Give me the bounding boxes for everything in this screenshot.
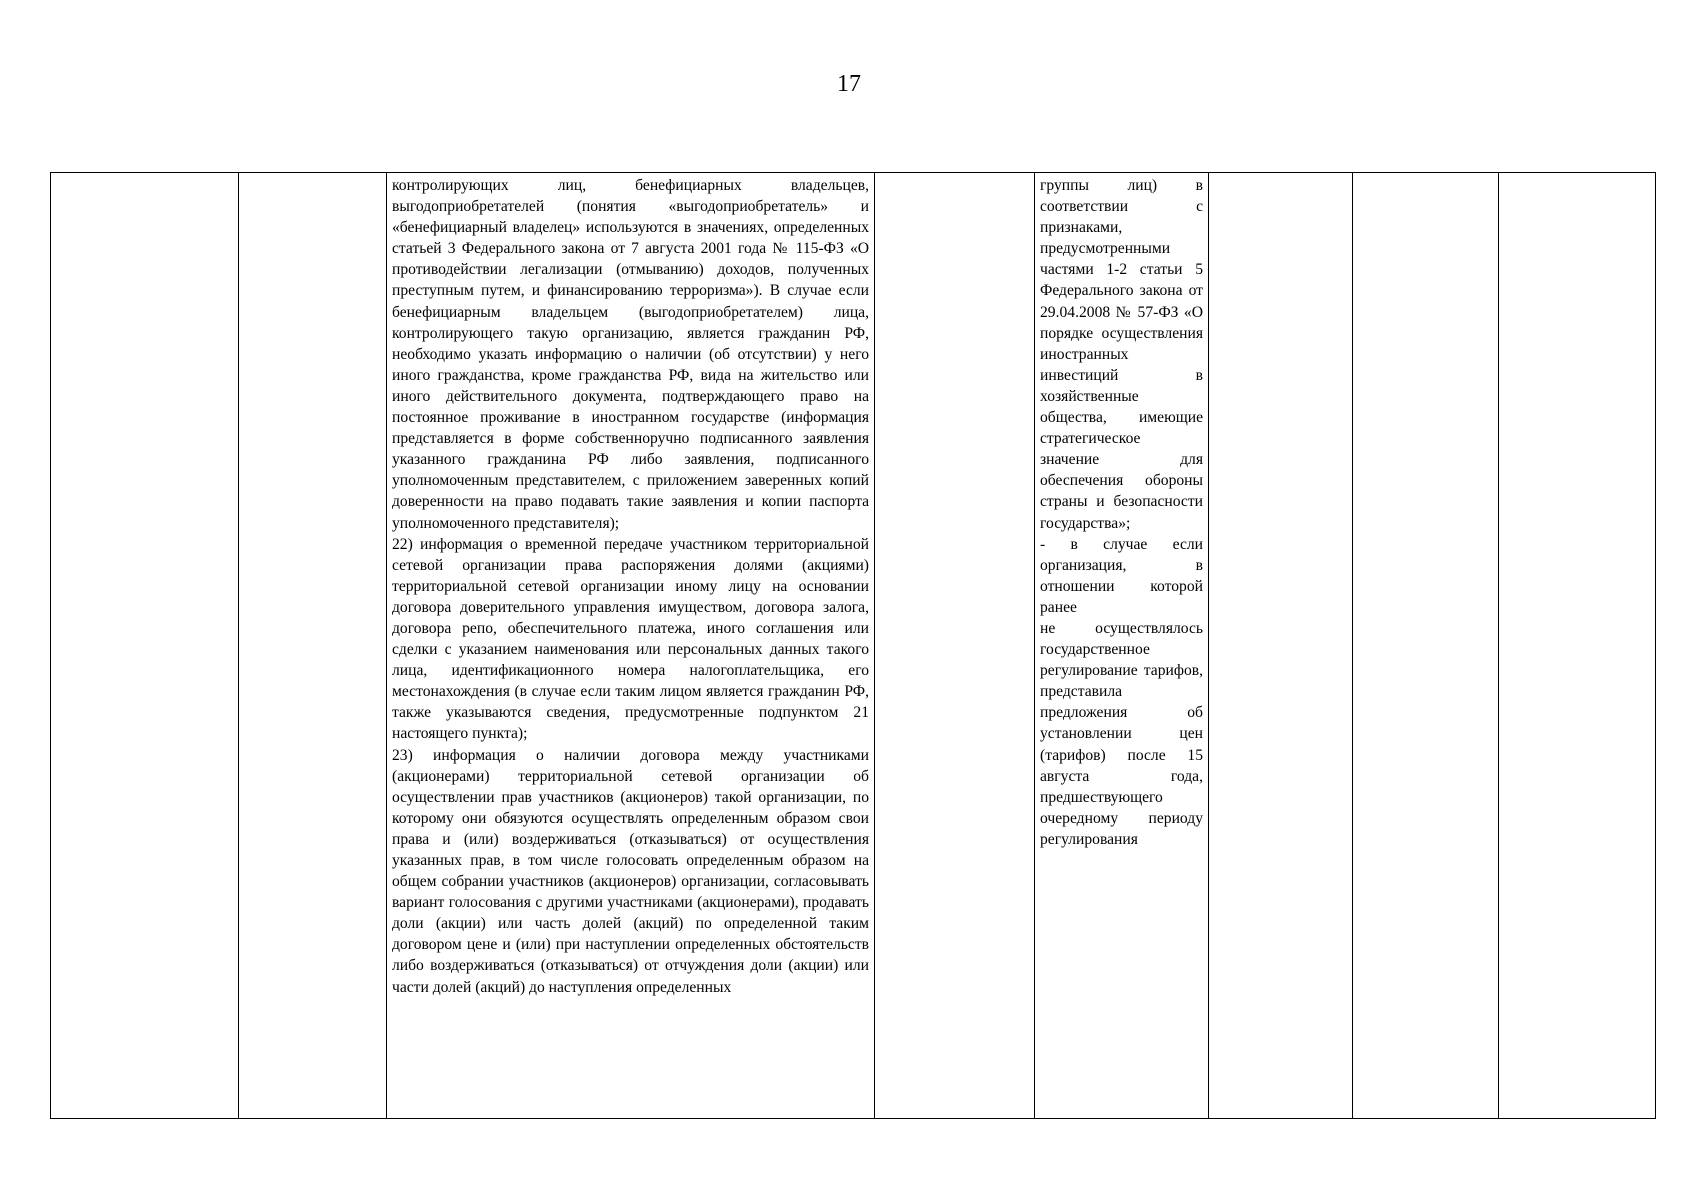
table-row [51, 173, 1656, 1119]
table-cell-col7 [1353, 173, 1499, 1119]
table-cell-col3 [387, 173, 875, 1119]
paragraph-no-regulation: не осуществлялось государственное регулирование тарифов, представила предложения об установлении цен (тарифов) после 15 августа года, предшествующего очередному периоду регулирования [1040, 619, 1203, 848]
conditions-text [1035, 173, 1208, 850]
paragraph-item-22: 22) информация о временной передаче участником территориальной сетевой организации права распоряжения долями (акциями) территориальной сетевой организации иному лицу на основании договора доверительного управления имуществом, договора залога, договора репо, обеспечительного платежа, иного соглашения или сделки с указанием наименования или персональных данных такого лица, идентификационного номера налогоплательщика, его местонахождения (в случае если таким лицом является гражданин РФ, также указываются сведения, предусмотренные подпунктом 21 настоящего пункта); [392, 535, 869, 743]
requirements-text [387, 173, 874, 998]
table-cell-col8 [1499, 173, 1656, 1119]
paragraph-item-23: 23) информация о наличии договора между участниками (акционерами) территориальной сетевой организации об осуществлении прав участников (акционеров) такой организации, по которому они обязуются осуществлять определенным образом свои права и (или) воздерживаться (отказываться) от осуществления указанных прав, в том числе голосовать определенным образом на общем собрании участников (акционеров) организации, согласовывать вариант голосования с другими участниками (акционерами), продавать доли (акции) или часть долей (акций) по определенной таким договором цене и (или) при наступлении определенных обстоятельств либо воздерживаться (отказываться) от отчуждения доли (акции) или части долей (акций) до наступления определенных [392, 746, 869, 996]
page-number: 17 [837, 71, 861, 97]
table-cell-col6 [1209, 173, 1353, 1119]
table-cell-col5 [1035, 173, 1209, 1119]
table-cell-col1 [51, 173, 239, 1119]
paragraph-case-organization: - в случае если организация, в отношении которой ранее [1040, 535, 1203, 616]
table-cell-col4 [875, 173, 1035, 1119]
paragraph-beneficiaries: контролирующих лиц, бенефициарных владельцев, выгодоприобретателей (понятия «выгодоприобретатель» и «бенефициарный владелец» используются в значениях, определенных статьей 3 Федерального закона от 7 августа 2001 года № 115-ФЗ «О противодействии легализации (отмыванию) доходов, полученных преступным путем, и финансированию терроризма»). В случае если бенефициарным владельцем (выгодоприобретателем) лица, контролирующего такую организацию, является гражданин РФ, необходимо указать информацию о наличии (об отсутствии) у него иного гражданства, кроме гражданства РФ, вида на жительство или иного действительного документа, подтверждающего право на постоянное проживание в иностранном государстве (информация представляется в форме собственноручно подписанного заявления указанного гражданина РФ либо заявления, подписанного уполномоченным представителем, с приложением заверенных копий доверенности на право подавать такие заявления и копии паспорта уполномоченного представителя); [392, 177, 869, 532]
document-table [50, 172, 1656, 1119]
table-cell-col2 [239, 173, 387, 1119]
paragraph-group-of-persons: группы лиц) в соответствии с признаками, предусмотренными частями 1-2 статьи 5 Федерального закона от 29.04.2008 № 57-ФЗ «О порядке осуществления иностранных инвестиций в хозяйственные общества, имеющие стратегическое значение для обеспечения обороны страны и безопасности государства»; [1040, 177, 1203, 532]
